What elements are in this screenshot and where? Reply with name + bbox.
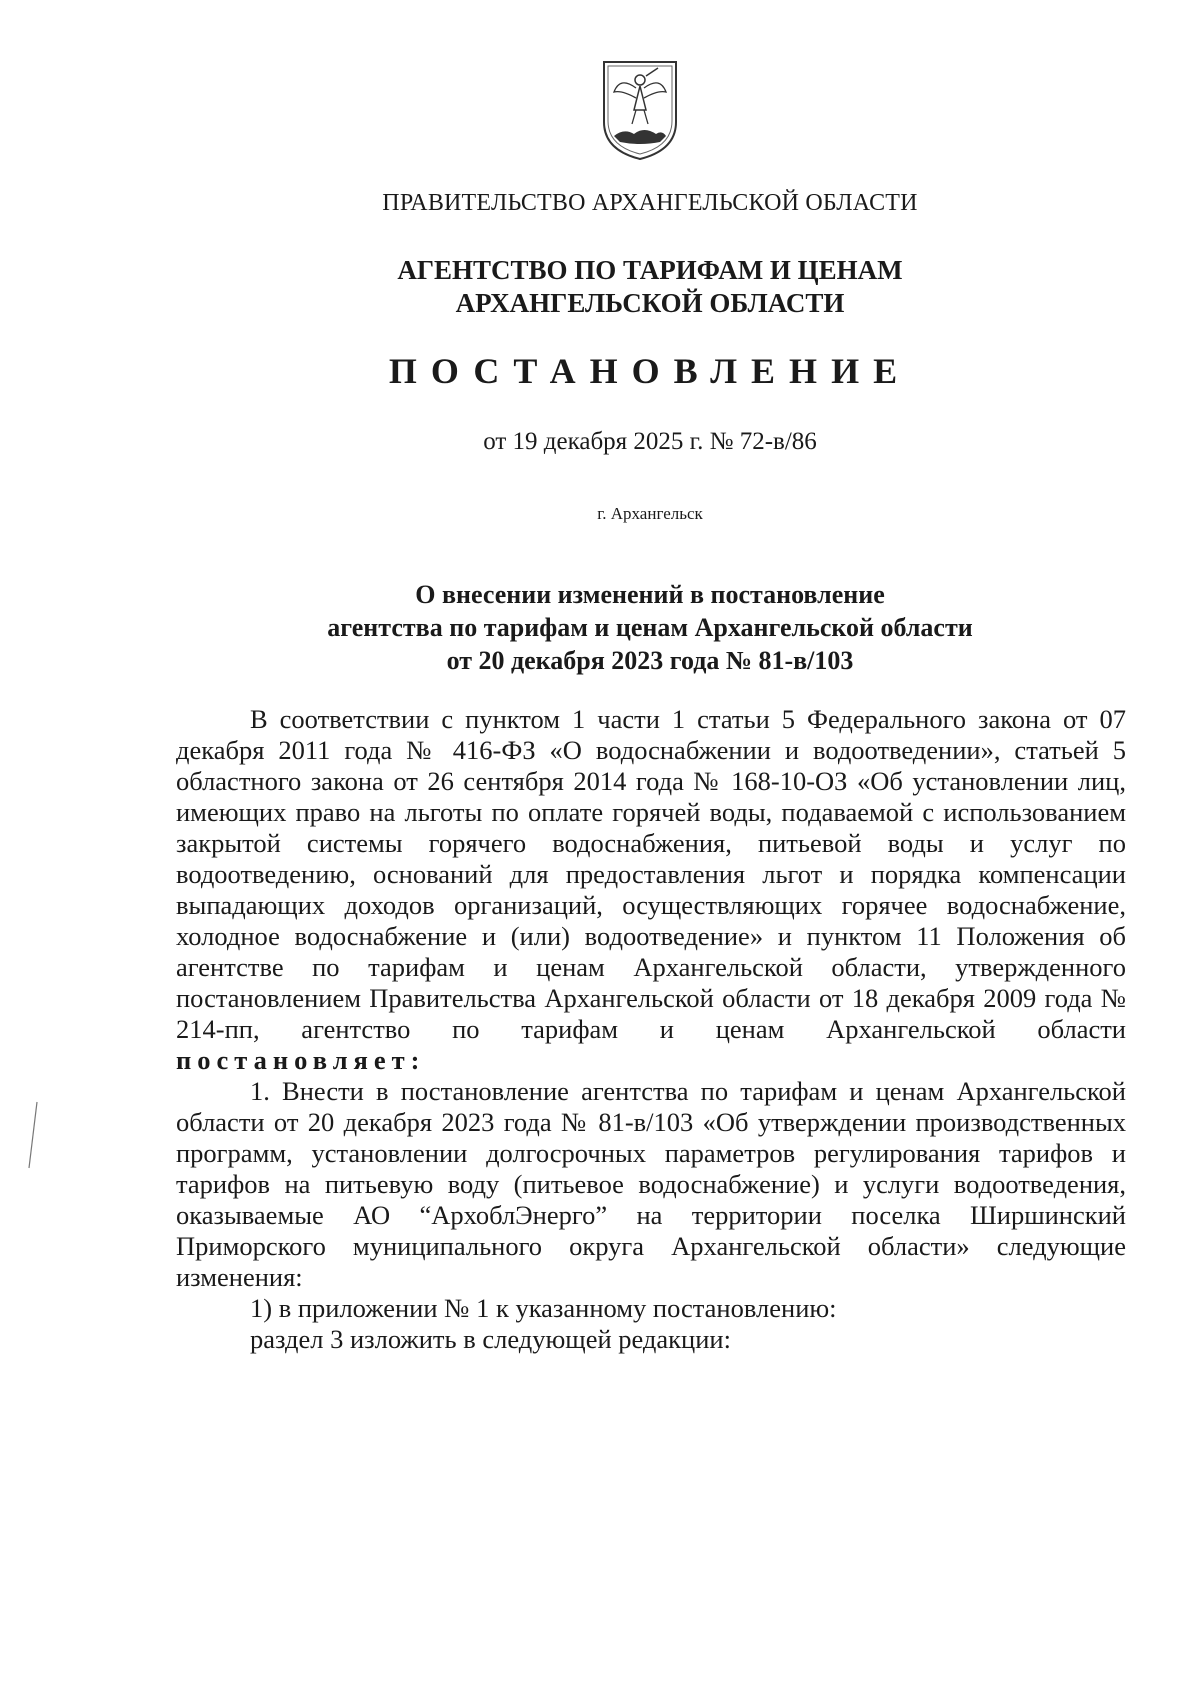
document-type: ПОСТАНОВЛЕНИЕ	[388, 351, 912, 391]
government-name: ПРАВИТЕЛЬСТВО АРХАНГЕЛЬСКОЙ ОБЛАСТИ	[382, 190, 918, 216]
coat-of-arms-icon	[600, 58, 680, 162]
document-date-number: от 19 декабря 2025 г. № 72-в/86	[483, 428, 817, 455]
decision-word: постановляет:	[176, 1045, 426, 1075]
document-city: г. Архангельск	[597, 504, 703, 523]
document-subject	[0, 578, 1200, 677]
sub-item-1: 1) в приложении № 1 к указанному постановлению:	[250, 1293, 837, 1323]
preamble-paragraph	[176, 704, 1126, 1076]
subject-line2: агентства по тарифам и ценам Архангельской области	[327, 613, 973, 642]
agency-name	[0, 254, 1200, 320]
agency-name-line2: АРХАНГЕЛЬСКОЙ ОБЛАСТИ	[455, 288, 845, 318]
preamble-text: В соответствии с пунктом 1 части 1 статьи 5 Федерального закона от 07 декабря 2011 года № 416-ФЗ «О водоснабжении и водоотведении», статьей 5 областного закона от 26 сентября 2014 года № 168-10-ОЗ «Об установлении лиц, имеющих право на льготы по оплате горячей воды, подаваемой с использованием закрытой системы горячего водоснабжения, питьевой воды и услуг по водоотведению, оснований для предоставления льгот и порядка компенсации выпадающих доходов организаций, осуществляющих горячее водоснабжение, холодное водоснабжение и (или) водоотведение» и пунктом 11 Положения об агентстве по тарифам и ценам Архангельской области, утвержденного постановлением Правительства Архангельской области от 18 декабря 2009 года № 214-пп, агентство по тарифам и ценам Архангельской области	[176, 704, 1126, 1044]
subject-line1: О внесении изменений в постановление	[415, 580, 885, 609]
item-1-paragraph: 1. Внести в постановление агентства по тарифам и ценам Архангельской области от 20 декабря 2023 года № 81-в/103 «Об утверждении производственных программ, установлении долгосрочных параметров регулирования тарифов и тарифов на питьевую воду (питьевое водоснабжение) и услуги водоотведения, оказываемые АО “АрхоблЭнерго” на территории поселка Ширшинский Приморского муниципального округа Архангельской области» следующие изменения:	[176, 1076, 1126, 1292]
subject-line3: от 20 декабря 2023 года № 81-в/103	[446, 646, 854, 675]
sub-item-2: раздел 3 изложить в следующей редакции:	[250, 1324, 731, 1354]
margin-pen-mark-icon	[26, 1100, 40, 1170]
document-body	[176, 704, 1126, 1355]
agency-name-line1: АГЕНТСТВО ПО ТАРИФАМ И ЦЕНАМ	[397, 255, 903, 285]
